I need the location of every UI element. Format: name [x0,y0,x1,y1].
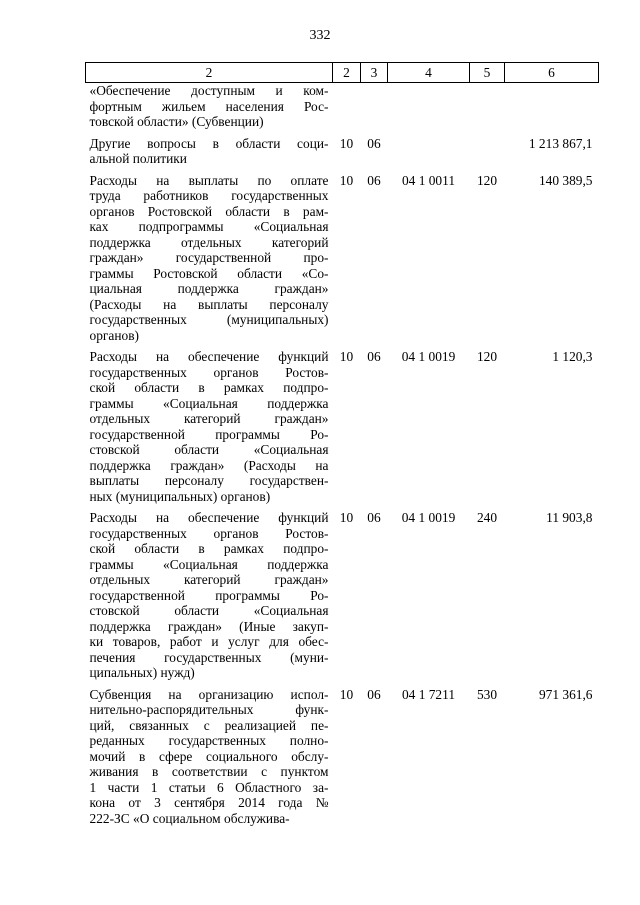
header-pr: 3 [361,63,388,83]
row-name-line: стовской области «Социальная [89,603,329,618]
row-name-line: ных (муниципальных) органов) [89,488,271,504]
row-vr: 120 [476,172,498,188]
table-header [86,63,599,83]
row-name-line: товской области» (Субвенции) [89,114,264,129]
row-name-line: граммы «Социальная поддержка [89,556,329,572]
row-sum: 11 903,8 [546,510,593,525]
table-row [86,136,599,173]
header-vr: 5 [470,63,505,83]
row-name-line: «Обеспечение доступным и ком- [89,83,329,98]
table-row [86,510,599,687]
row-csr [388,83,470,136]
row-name-line: выплаты персоналу государствен- [89,473,329,488]
table-row [86,687,599,833]
row-name-line: Расходы на обеспечение функций [89,510,329,525]
row-csr: 04 1 7211 [401,686,456,702]
row-vr: 530 [476,686,498,702]
row-name-line: Другие вопросы в области соци- [89,135,329,151]
header-sum: 6 [505,63,599,83]
row-name-line: поддержка отдельных категорий [89,234,329,250]
row-csr: 04 1 0011 [401,172,456,188]
row-name-line: Расходы на выплаты по оплате [89,172,329,188]
row-name [86,136,333,173]
row-name-line: государственных органов Ростов- [89,364,329,380]
row-name-line: ской области в рамках подпро- [89,541,329,556]
row-name-line: отдельных категорий граждан» [89,411,329,426]
row-name-line: ской области в рамках подпро- [89,380,329,395]
row-name-line: ках подпрограммы «Социальная [89,219,329,234]
row-name-line: граждан» государственной про- [89,250,329,265]
row-name-line: нительно-распорядительных функ- [89,702,329,717]
row-pr: 06 [367,135,381,151]
row-name-line: ций, связанных с реализацией пе- [89,717,329,733]
row-vr: 240 [476,510,498,525]
row-pr: 06 [367,172,381,188]
table-body [86,83,599,833]
page-number: 332 [309,28,331,43]
row-name-line: (Расходы на выплаты персоналу [89,296,329,312]
row-name-line: органов) [89,327,139,343]
row-rz: 10 [339,349,354,364]
row-name-line: стовской области «Социальная [89,442,329,457]
row-rz: 10 [339,135,354,151]
row-name [86,83,333,136]
row-pr: 06 [367,349,381,364]
row-name-line: Субвенция на организацию испол- [89,686,329,702]
row-pr: 06 [367,510,381,525]
row-csr: 04 1 0019 [401,349,456,364]
row-name [86,173,333,350]
row-name [86,349,333,510]
row-sum: 1 120,3 [552,349,593,364]
row-rz [333,83,361,136]
row-name-line: альной политики [89,151,187,166]
row-name-line: Расходы на обеспечение функций [89,349,329,364]
row-pr: 06 [367,686,381,702]
row-name-line: циальная поддержка граждан» [89,281,329,296]
row-csr [388,136,470,173]
row-name-line: мочий в сфере социального обслу- [89,748,329,764]
table-row [86,83,599,136]
row-sum [505,83,599,136]
row-name-line: 1 части 1 статьи 6 Областного за- [89,779,329,795]
row-name [86,687,333,833]
table-row [86,349,599,510]
budget-table [85,62,599,832]
row-name-line: ципальных) нужд) [89,665,195,680]
row-name-line: государственных органов Ростов- [89,525,329,541]
row-name-line: ки товаров, работ и услуг для обес- [89,634,329,649]
row-name-line: печения государственных (муни- [89,649,329,665]
row-vr: 120 [476,349,498,364]
header-csr: 4 [388,63,470,83]
row-name-line: граммы Ростовской области «Со- [89,265,329,281]
row-name-line: отдельных категорий граждан» [89,572,329,587]
row-name-line: кона от 3 сентября 2014 года № [89,795,329,810]
row-vr [470,83,505,136]
row-name-line: поддержка граждан» (Иные закуп- [89,618,329,634]
row-csr: 04 1 0019 [401,510,456,525]
row-rz: 10 [339,172,354,188]
row-name-line: фортным жильем населения Рос- [89,98,329,114]
row-name-line: органов Ростовской области в рам- [89,203,329,219]
header-rz: 2 [333,63,361,83]
header-name: 2 [86,63,333,83]
row-name-line: труда работников государственных [89,188,329,203]
row-name-line: 222-ЗС «О социальном обслужива- [89,810,290,826]
row-rz: 10 [339,510,354,525]
row-sum: 1 213 867,1 [528,135,593,151]
row-name-line: государственных (муниципальных) [89,312,329,327]
table-row [86,173,599,350]
row-name-line: государственной программы Ро- [89,426,329,442]
row-name-line: граммы «Социальная поддержка [89,395,329,411]
row-sum: 140 389,5 [538,172,593,188]
row-name-line: реданных государственных полно- [89,733,329,748]
row-vr [470,136,505,173]
row-name [86,510,333,687]
row-pr [361,83,388,136]
row-sum: 971 361,6 [538,686,593,702]
row-rz: 10 [339,686,354,702]
row-name-line: поддержка граждан» (Расходы на [89,457,329,473]
row-name-line: государственной программы Ро- [89,587,329,603]
row-name-line: живания в соответствии с пунктом [89,764,329,779]
